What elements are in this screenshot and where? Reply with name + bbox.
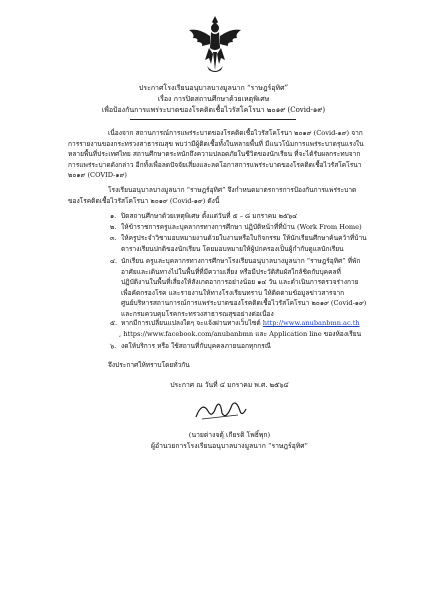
announcement-date: ประกาศ ณ วันที่ ๔ มกราคม พ.ศ. ๒๕๖๔ [170,381,289,389]
list-item-number: ๕. [110,319,118,327]
announcement-subtitle: เพื่อป้องกันการแพร่ระบาดของโรคติดเชื้อไวรัสโคโรนา ๒๐๑๙ (Covid-๑๙) [101,106,326,114]
list-item-text: อาศัยและเดินทางไปในพื้นที่ที่มีความเสี่ยง หรือมีประวัติสัมผัสใกล้ชิดกับบุคคลที่ [121,267,341,276]
paragraph-1-line: หลายพื้นที่ประเทศไทย สถานศึกษาตระหนักถึงความปลอดภัยในชีวิตของนักเรียน ที่จะได้รับผลกระทบจาก [68,150,361,158]
header-divider [130,119,296,120]
list-item-text: เพื่อคัดกรองโรค และรายงานให้ทางโรงเรียนทราบ ให้ติดตามข้อมูลข่าวสารจาก [121,288,345,297]
website-link[interactable]: http://www.anubanbmn.ac.th [262,319,360,327]
signature-icon [192,397,248,425]
list-item-text: และกรมควบคุมโรคกระทรวงสาธารณสุขอย่างต่อเนื่อง [121,310,274,318]
list-item-text: ปฏิบัติงานในพื้นที่เสี่ยงให้สังเกตอาการอย่างน้อย ๑๔ วัน และดำเนินการตรวจร่างกาย [121,278,359,287]
list-item-text: หากมีการเปลี่ยนแปลงใดๆ จะแจ้งผ่านทางเว็บไซต์ [121,319,261,327]
list-item-text: ให้ข้าราชการครูและบุคลากรทางการศึกษา ปฏิบัติหน้าที่ที่บ้าน (Work From Home) [121,223,362,231]
announcement-title: ประกาศโรงเรียนอนุบาลบางมูลนาก “ราษฎร์อุทิศ” [138,84,289,92]
paragraph-1-line: การแพร่ระบาดดังกล่าว อีกทั้งเพื่อลดปัจจัยเสี่ยงและลดโอกาสการแพร่ระบาดของโรคติดเชื้อไวรัสโคโรนา [68,160,362,169]
paragraph-1-line: ๒๐๑๙ (COVID-๑๙) [68,171,127,179]
closing-statement: จึงประกาศให้ทราบโดยทั่วกัน [108,361,190,369]
announcement-subject: เรื่อง การปิดสถานศึกษาด้วยเหตุพิเศษ [157,95,270,103]
list-item-text: ศูนย์บริหารสถานการณ์การแพร่ระบาดของโรคติดเชื้อไวรัสโคโรนา ๒๐๑๙ (Covid-๑๙) [121,299,367,308]
list-item-text: , https://www.facebook.com/anubanbmn และ Application line ของห้องเรียน [119,329,362,338]
list-item-text: งดให้บริการ หรือ ใช้สถานที่กับบุคคลภายนอกทุกกรณี [121,342,271,350]
list-item-number: ๑. [110,212,117,220]
paragraph-1-line: การรายงานของกระทรวงสาธารณสุข พบว่ามีผู้ติดเชื้อทั้งในหลายพื้นที่ มีแนวโน้มการแพร่ระบาดรุนแรงใน [68,139,364,148]
list-item-number: ๔. [110,257,118,265]
list-item-text: ให้ครูประจำวิชามอบหมายงานด้วยใบงานหรือใบกิจกรรม ให้นักเรียนศึกษาค้นคว้าที่บ้าน [121,234,367,242]
signer-title: ผู้อำนวยการโรงเรียนอนุบาลบางมูลนาก “ราษฎร์อุทิศ” [151,442,308,450]
list-item-text: ตารางเรียนปกติของนักเรียน โดยมอบหมายให้ผู้ปกครองเป็นผู้กำกับดูแลนักเรียน [121,244,344,253]
paragraph-2-line: โรงเรียนอนุบาลบางมูลนาก “ราษฎร์อุทิศ” จึงกำหนดมาตรการการป้องกันการแพร่ระบาด [108,186,357,194]
list-item-text: นักเรียน ครูและบุคลากรทางการศึกษาโรงเรียนอนุบาลบางมูลนาก “ราษฎร์อุทิศ” ที่พัก [121,257,361,265]
signer-name: (นายต่างจตุ้ เกียรติ โพธิ์พุก) [188,431,271,439]
paragraph-1-line: เนื่องจาก สถานการณ์การแพร่ระบาดของโรคติดเชื้อไวรัสโคโรนา ๒๐๑๙ (Covid-๑๙) จาก [108,129,363,137]
list-item-text: ปิดสถานศึกษาด้วยเหตุพิเศษ ตั้งแต่วันที่ ๕ – ๘ มกราคม ๒๕๖๔ [121,212,298,220]
paragraph-2-line: ของโรคติดเชื้อไวรัสโคโรนา ๒๐๑๙ (Covid-๑๙) ดังนี้ [68,196,220,205]
list-item-number: ๓. [110,234,117,242]
list-item-text-row [121,318,360,329]
list-item-number: ๖. [110,342,117,350]
garuda-emblem-icon [187,14,243,78]
list-item-number: ๒. [110,223,117,231]
